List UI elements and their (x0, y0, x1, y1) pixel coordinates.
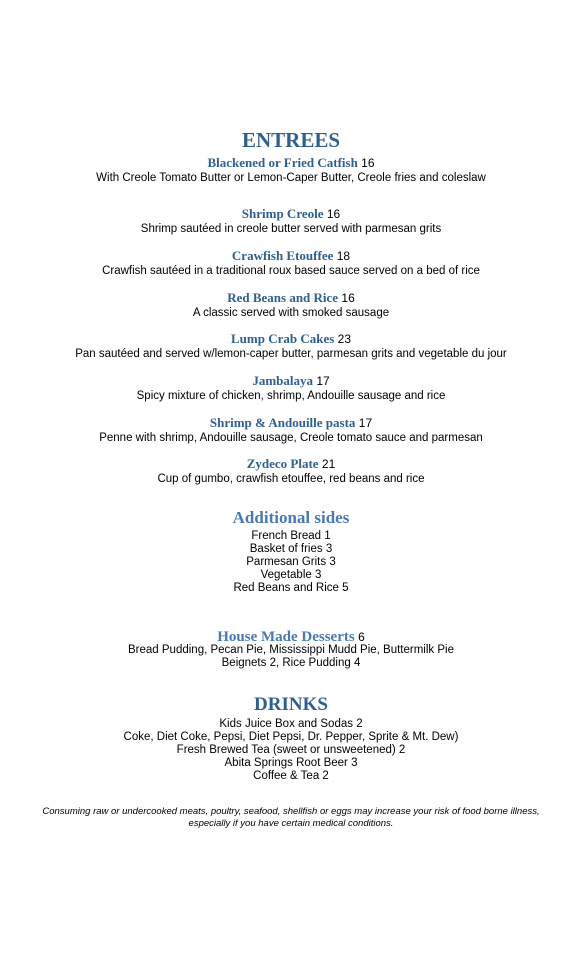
item-description: Shrimp sautéed in creole butter served with parmesan grits (140, 223, 442, 235)
list-item: French Bread 1 (251, 530, 331, 542)
list-item: Red Beans and Rice 5 (233, 582, 349, 594)
desserts-list (0, 644, 582, 670)
menu-item (0, 331, 582, 361)
list-item: Parmesan Grits 3 (246, 556, 336, 568)
list-item: Fresh Brewed Tea (sweet or unsweetened) 2 (176, 744, 406, 756)
item-name: Blackened or Fried Catfish (207, 155, 358, 170)
drinks-list (0, 718, 582, 783)
item-price: 18 (336, 249, 351, 263)
list-item: Coke, Diet Coke, Pepsi, Diet Pepsi, Dr. Pepper, Sprite & Mt. Dew) (123, 731, 459, 743)
item-price: 17 (316, 374, 330, 388)
menu-item (0, 456, 582, 486)
menu-item (0, 155, 582, 185)
item-name: Crawfish Etouffee (231, 248, 334, 263)
item-name: Shrimp Creole (241, 206, 324, 221)
item-description: Pan sautéed and served w/lemon-caper butter, parmesan grits and vegetable du jour (75, 348, 507, 360)
list-item: Vegetable 3 (260, 569, 322, 581)
item-description: Crawfish sautéed in a traditional roux based sauce served on a bed of rice (102, 265, 480, 277)
item-price: 16 (326, 207, 341, 221)
item-name: Jambalaya (252, 373, 313, 388)
list-item: Abita Springs Root Beer 3 (224, 757, 358, 769)
item-description: With Creole Tomato Butter or Lemon-Caper Butter, Creole fries and coleslaw (96, 172, 486, 184)
entrees-title: ENTREES (241, 128, 341, 152)
item-price: 23 (337, 332, 351, 346)
item-description: Penne with shrimp, Andouille sausage, Creole tomato sauce and parmesan (99, 432, 483, 444)
menu-item (0, 415, 582, 445)
menu-item (0, 206, 582, 236)
food-safety-disclaimer: Consuming raw or undercooked meats, poultry, seafood, shellfish or eggs may increase your risk of food borne illness, especially if you have certain medical conditions. (42, 806, 540, 829)
list-item: Bread Pudding, Pecan Pie, Mississippi Mudd Pie, Buttermilk Pie (128, 644, 454, 656)
desserts-price: 6 (358, 630, 365, 644)
item-description: Cup of gumbo, crawfish etouffee, red beans and rice (157, 473, 425, 485)
sides-list (0, 530, 582, 595)
list-item: Kids Juice Box and Sodas 2 (219, 718, 363, 730)
desserts-title: House Made Desserts (217, 629, 355, 645)
item-name: Zydeco Plate (246, 456, 319, 471)
menu-item (0, 290, 582, 320)
drinks-title: DRINKS (254, 694, 328, 715)
item-description: A classic served with smoked sausage (192, 307, 390, 319)
item-price: 17 (358, 416, 373, 430)
menu-item (0, 248, 582, 278)
item-description: Spicy mixture of chicken, shrimp, Andouille sausage and rice (136, 390, 446, 402)
menu-item (0, 373, 582, 403)
item-name: Lump Crab Cakes (231, 331, 335, 346)
item-price: 16 (341, 291, 355, 305)
item-price: 16 (361, 156, 375, 170)
list-item: Beignets 2, Rice Pudding 4 (221, 657, 361, 669)
item-name: Red Beans and Rice (227, 290, 339, 305)
list-item: Coffee & Tea 2 (253, 770, 329, 782)
item-price: 21 (321, 457, 336, 471)
sides-title: Additional sides (232, 508, 350, 527)
list-item: Basket of fries 3 (249, 543, 333, 555)
item-name: Shrimp & Andouille pasta (209, 415, 356, 430)
